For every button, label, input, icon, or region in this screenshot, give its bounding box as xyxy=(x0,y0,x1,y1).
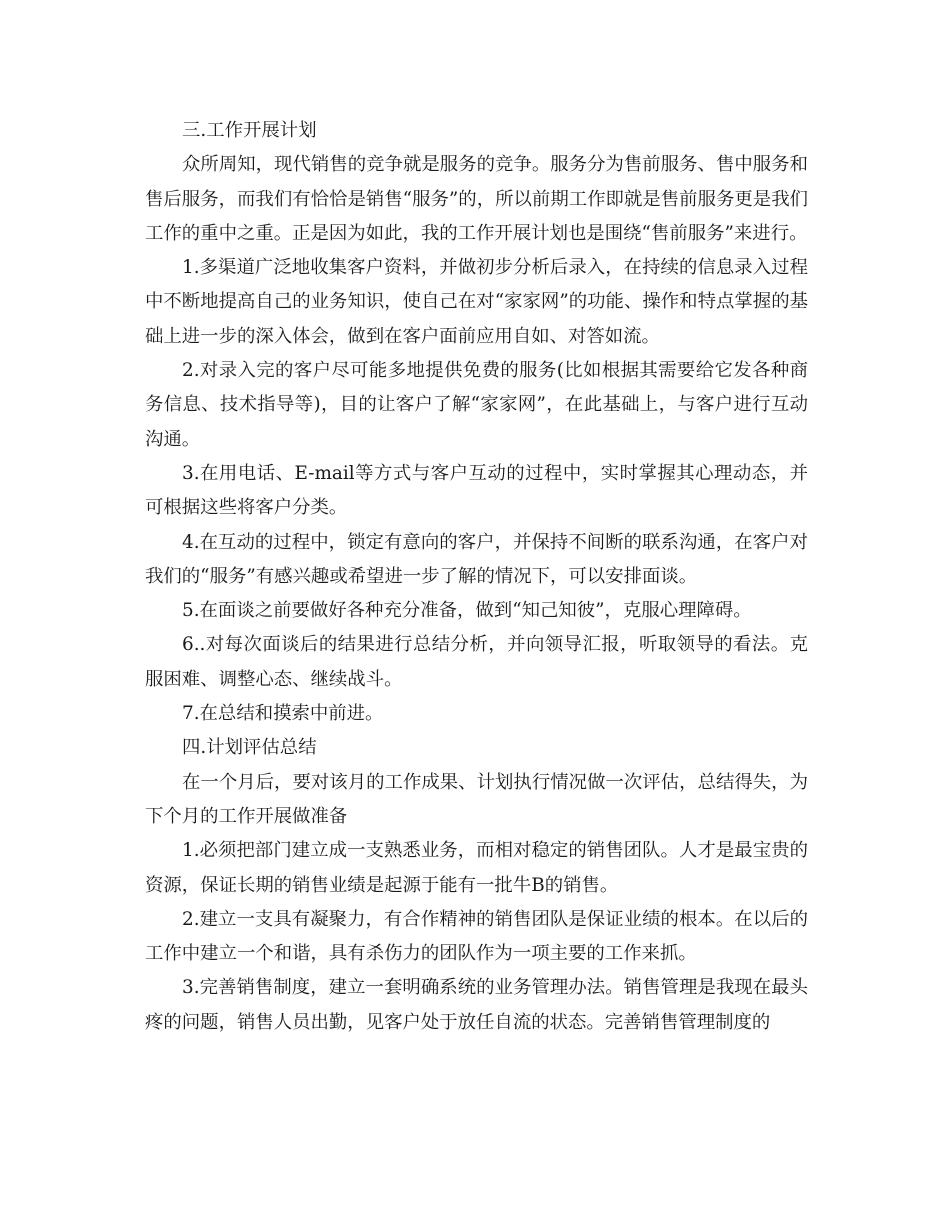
evaluation-item-3: 3.完善销售制度，建立一套明确系统的业务管理办法。销售管理是我现在最头疼的问题，销售人员出勤，见客户处于放任自流的状态。完善销售管理制度的 xyxy=(145,977,808,1033)
paragraph-evaluation-intro: 在一个月后，要对该月的工作成果、计划执行情况做一次评估，总结得失，为下个月的工作开展做准备 xyxy=(145,771,808,827)
list-item-5: 5.在面谈之前要做好各种充分准备，做到“知己知彼”，克服心理障碍。 xyxy=(182,600,752,622)
list-item-6: 6..对每次面谈后的结果进行总结分析，并向领导汇报，听取领导的看法。克服困难、调整心态、继续战斗。 xyxy=(145,634,808,690)
evaluation-item-1: 1.必须把部门建立成一支熟悉业务，而相对稳定的销售团队。人才是最宝贵的资源，保证长期的销售业绩是起源于能有一批牛B的销售。 xyxy=(145,840,808,896)
list-item-1: 1.多渠道广泛地收集客户资料，并做初步分析后录入，在持续的信息录入过程中不断地提高自己的业务知识，使自己在对“家家网”的功能、操作和特点掌握的基础上进一步的深入体会，做到在客户面前应用自如、对答如流。 xyxy=(145,257,808,347)
evaluation-item-2: 2.建立一支具有凝聚力，有合作精神的销售团队是保证业绩的根本。在以后的工作中建立一个和谐，具有杀伤力的团队作为一项主要的工作来抓。 xyxy=(145,908,808,965)
list-item-7: 7.在总结和摸索中前进。 xyxy=(182,703,384,725)
section-heading-work-plan: 三.工作开展计划 xyxy=(182,120,317,141)
section-heading-evaluation: 四.计划评估总结 xyxy=(182,737,317,759)
list-item-4: 4.在互动的过程中，锁定有意向的客户，并保持不间断的联系沟通，在客户对我们的“服务”有感兴趣或希望进一步了解的情况下，可以安排面谈。 xyxy=(145,531,808,587)
list-item-2: 2.对录入完的客户尽可能多地提供免费的服务(比如根据其需要给它发各种商务信息、技术指导等)，目的让客户了解“家家网”，在此基础上，与客户进行互动沟通。 xyxy=(145,360,808,450)
document-body xyxy=(145,114,808,1040)
list-item-3: 3.在用电话、E-mail等方式与客户互动的过程中，实时掌握其心理动态，并可根据这些将客户分类。 xyxy=(145,462,808,519)
paragraph-intro: 众所周知，现代销售的竞争就是服务的竞争。服务分为售前服务、售中服务和售后服务，而我们有恰恰是销售“服务”的，所以前期工作即就是售前服务更是我们工作的重中之重。正是因为如此，我的工作开展计划也是围绕“售前服务”来进行。 xyxy=(145,154,808,244)
